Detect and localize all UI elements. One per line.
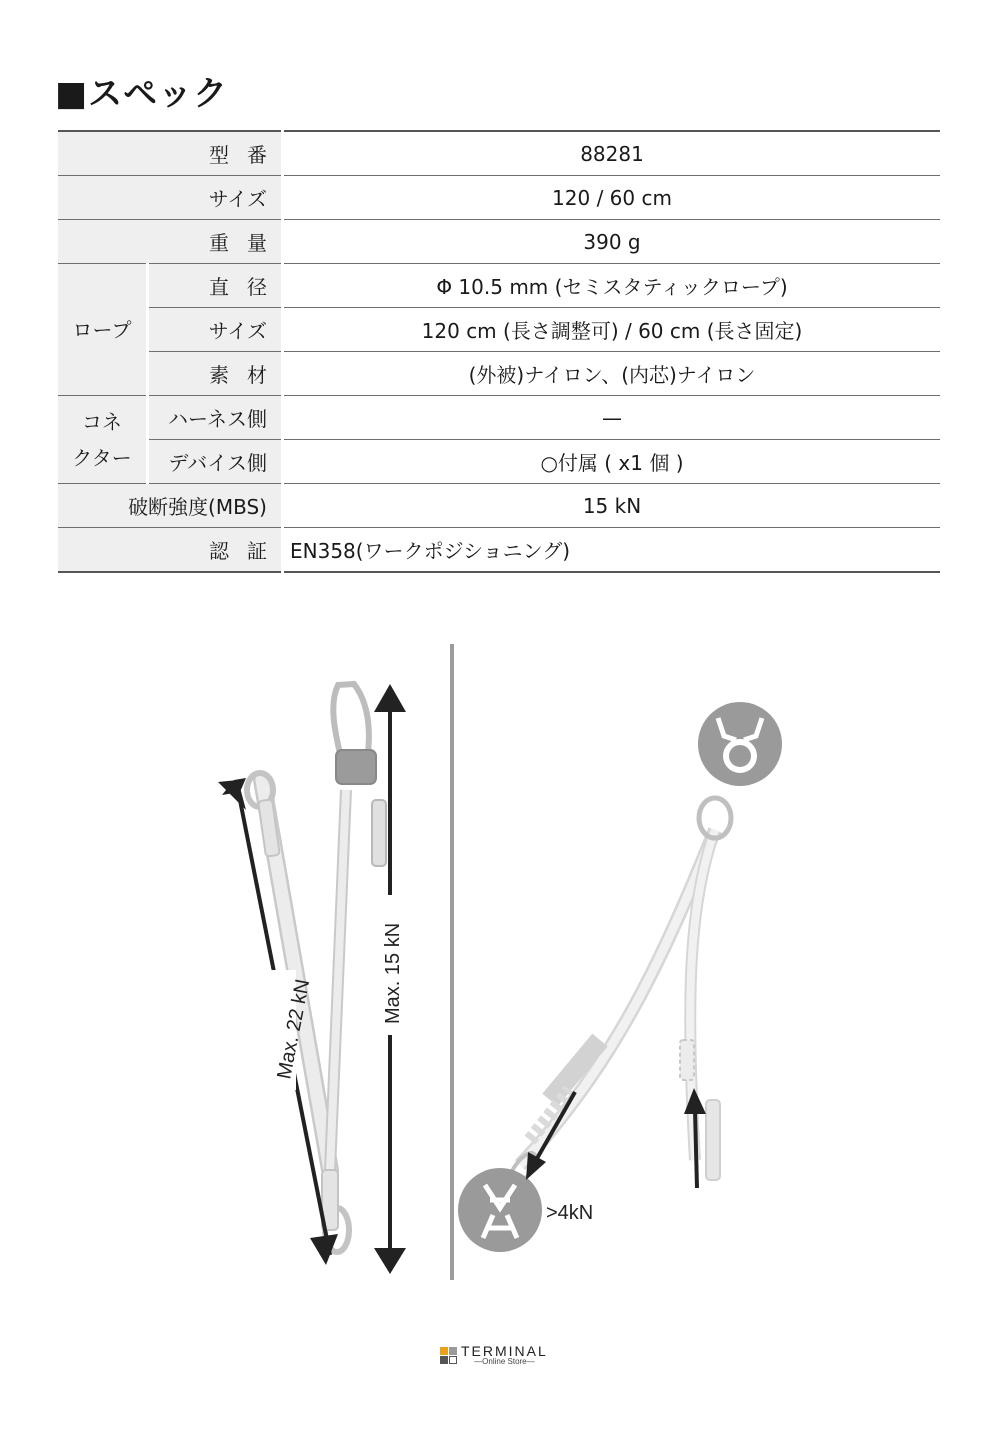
spec-table — [58, 130, 940, 573]
value-material: (外被)ナイロン、(内芯)ナイロン — [283, 352, 941, 396]
group-connector — [58, 396, 148, 484]
logo-sub: —Online Store— — [474, 1357, 535, 1366]
lanyard-figure — [150, 640, 850, 1290]
label-weight: 重量 — [58, 220, 283, 264]
label-mbs: 破断強度(MBS) — [58, 484, 283, 528]
label-harness-side: ハーネス側 — [148, 396, 283, 440]
value-weight: 390 g — [283, 220, 941, 264]
table-row — [58, 396, 940, 440]
value-size: 120 / 60 cm — [283, 176, 941, 220]
group-connector-line1: コネ — [82, 409, 122, 434]
value-device-side: ○付属 ( x1 個 ) — [283, 440, 941, 484]
logo-squares-icon — [440, 1347, 457, 1364]
value-certification: EN358(ワークポジショニング) — [283, 528, 941, 573]
label-rope-size: サイズ — [148, 308, 283, 352]
group-rope: ロープ — [58, 264, 148, 396]
label-device-side: デバイス側 — [148, 440, 283, 484]
group-connector-line2: クター — [72, 445, 132, 470]
table-row — [58, 176, 940, 220]
table-row — [58, 131, 940, 176]
table-row — [58, 220, 940, 264]
table-row — [58, 264, 940, 308]
harness-icon — [458, 1168, 542, 1252]
value-harness-side: — — [283, 396, 941, 440]
label-max-22kn: Max. 22 kN — [273, 977, 315, 1081]
value-diameter: Φ 10.5 mm (セミスタティックロープ) — [283, 264, 941, 308]
table-row — [58, 308, 940, 352]
terminal-logo — [440, 1344, 548, 1366]
table-row — [58, 528, 940, 573]
page-title: ■スペック — [55, 74, 229, 114]
logo-brand: TERMINAL — [461, 1343, 548, 1359]
label-size: サイズ — [58, 176, 283, 220]
label-diameter: 直径 — [148, 264, 283, 308]
label-over-4kn: >4kN — [546, 1202, 594, 1224]
value-mbs: 15 kN — [283, 484, 941, 528]
label-certification: 認証 — [58, 528, 283, 573]
anchor-point-icon — [698, 702, 782, 786]
table-row — [58, 484, 940, 528]
table-row — [58, 352, 940, 396]
table-row — [58, 440, 940, 484]
lanyard-rope-illustration — [247, 684, 386, 1252]
label-material: 素材 — [148, 352, 283, 396]
label-model: 型番 — [58, 131, 283, 176]
value-rope-size: 120 cm (長さ調整可) / 60 cm (長さ固定) — [283, 308, 941, 352]
label-max-15kn: Max. 15 kN — [382, 922, 404, 1024]
value-model: 88281 — [283, 131, 941, 176]
